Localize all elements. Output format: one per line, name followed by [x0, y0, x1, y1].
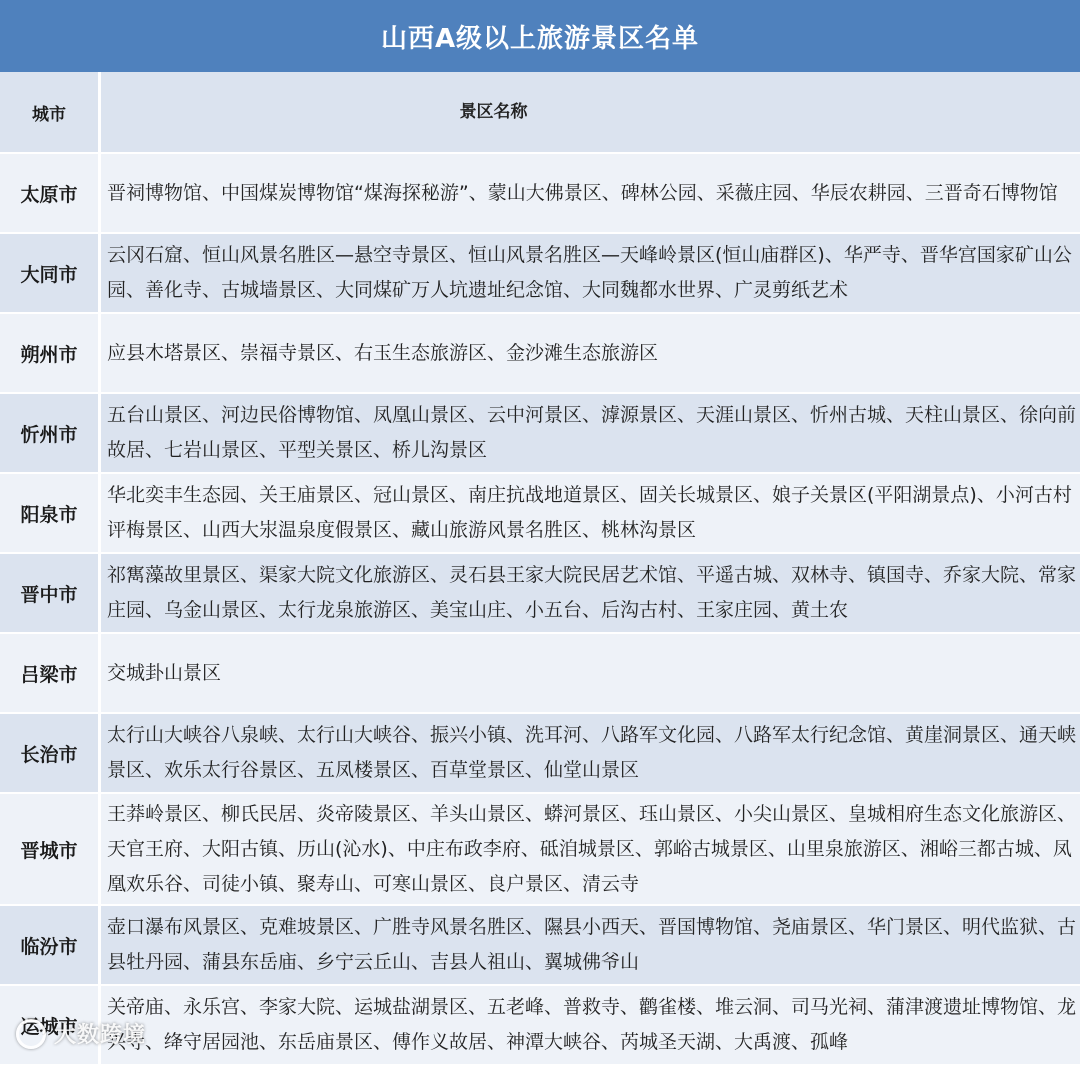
city-cell: 忻州市 — [0, 394, 101, 472]
spots-cell — [101, 986, 1080, 1064]
header-spots: 景区名称 — [459, 101, 528, 122]
spots-cell — [101, 634, 1080, 712]
spots-text: 五台山景区、河边民俗博物馆、凤凰山景区、云中河景区、滹源景区、天涯山景区、忻州古城、天柱山景区、徐向前故居、七岩山景区、平型关景区、桥儿沟景区 — [107, 404, 1077, 461]
spots-cell — [101, 554, 1080, 632]
city-cell: 朔州市 — [0, 314, 101, 392]
table-row — [0, 154, 1080, 234]
table-row — [0, 794, 1080, 906]
table-row — [0, 314, 1080, 394]
watermark-logo-icon — [16, 1019, 46, 1049]
spots-text: 祁寯藻故里景区、渠家大院文化旅游区、灵石县王家大院民居艺术馆、平遥古城、双林寺、镇国寺、乔家大院、常家庄园、乌金山景区、太行龙泉旅游区、美宝山庄、小五台、后沟古村、王家庄园、黄土农 — [107, 564, 1077, 621]
scenic-spot-table — [0, 72, 1080, 1066]
spots-text: 应县木塔景区、崇福寺景区、右玉生态旅游区、金沙滩生态旅游区 — [107, 341, 659, 364]
header-city: 城市 — [0, 72, 101, 152]
spots-text: 晋祠博物馆、中国煤炭博物馆“煤海探秘游”、蒙山大佛景区、碑林公园、采薇庄园、华辰农耕园、三晋奇石博物馆 — [107, 181, 1058, 204]
table-row — [0, 634, 1080, 714]
spots-cell — [101, 314, 1080, 392]
spots-cell — [101, 474, 1080, 552]
city-cell: 临汾市 — [0, 906, 101, 984]
spots-text: 华北奕丰生态园、关王庙景区、冠山景区、南庄抗战地道景区、固关长城景区、娘子关景区(平阳湖景点)、小河古村评梅景区、山西大汖温泉度假景区、藏山旅游风景名胜区、桃林沟景区 — [107, 484, 1072, 541]
spots-cell — [101, 906, 1080, 984]
spots-text: 关帝庙、永乐宫、李家大院、运城盐湖景区、五老峰、普救寺、鹳雀楼、堆云洞、司马光祠、蒲津渡遗址博物馆、龙兴寺、绛守居园池、东岳庙景区、傅作义故居、神潭大峡谷、芮城圣天湖、大禹渡、孤峰 — [107, 996, 1077, 1053]
table-row — [0, 906, 1080, 986]
spots-text: 壶口瀑布风景区、克难坡景区、广胜寺风景名胜区、隰县小西天、晋国博物馆、尧庙景区、华门景区、明代监狱、古县牡丹园、蒲县东岳庙、乡宁云丘山、吉县人祖山、翼城佛爷山 — [107, 916, 1077, 973]
city-cell: 长治市 — [0, 714, 101, 792]
table-row — [0, 234, 1080, 314]
city-cell: 晋城市 — [0, 794, 101, 904]
watermark-text: 大数跨境 — [54, 1023, 147, 1048]
spots-text: 太行山大峡谷八泉峡、太行山大峡谷、振兴小镇、洗耳河、八路军文化园、八路军太行纪念馆、黄崖洞景区、通天峡景区、欢乐太行谷景区、五凤楼景区、百草堂景区、仙堂山景区 — [107, 724, 1077, 781]
spots-cell — [101, 794, 1080, 904]
spots-cell — [101, 714, 1080, 792]
city-cell: 太原市 — [0, 154, 101, 232]
table-row — [0, 554, 1080, 634]
spots-cell — [101, 234, 1080, 312]
spots-cell — [101, 154, 1080, 232]
table-row — [0, 394, 1080, 474]
table-title: 山西A级以上旅游景区名单 — [0, 0, 1080, 72]
spots-text: 交城卦山景区 — [107, 661, 222, 684]
city-cell: 运城市 — [0, 986, 101, 1064]
table-header-row — [0, 72, 1080, 154]
city-cell: 晋中市 — [0, 554, 101, 632]
city-cell: 吕梁市 — [0, 634, 101, 712]
table-row — [0, 986, 1080, 1066]
city-cell: 大同市 — [0, 234, 101, 312]
watermark — [16, 1018, 146, 1049]
city-cell: 阳泉市 — [0, 474, 101, 552]
table-row — [0, 714, 1080, 794]
spots-text: 云冈石窟、恒山风景名胜区—悬空寺景区、恒山风景名胜区—天峰岭景区(恒山庙群区)、华严寺、晋华宫国家矿山公园、善化寺、古城墙景区、大同煤矿万人坑遗址纪念馆、大同魏都水世界、广灵剪纸艺术 — [107, 244, 1072, 301]
spots-text: 王莽岭景区、柳氏民居、炎帝陵景区、羊头山景区、蟒河景区、珏山景区、小尖山景区、皇城相府生态文化旅游区、天官王府、大阳古镇、历山(沁水)、中庄布政李府、砥洎城景区、郭峪古城景区、山里泉旅游区、湘峪三都古城、凤凰欢乐谷、司徒小镇、聚寿山、可寒山景区、良户景区、清云寺 — [107, 802, 1077, 895]
spots-cell — [101, 394, 1080, 472]
table-row — [0, 474, 1080, 554]
